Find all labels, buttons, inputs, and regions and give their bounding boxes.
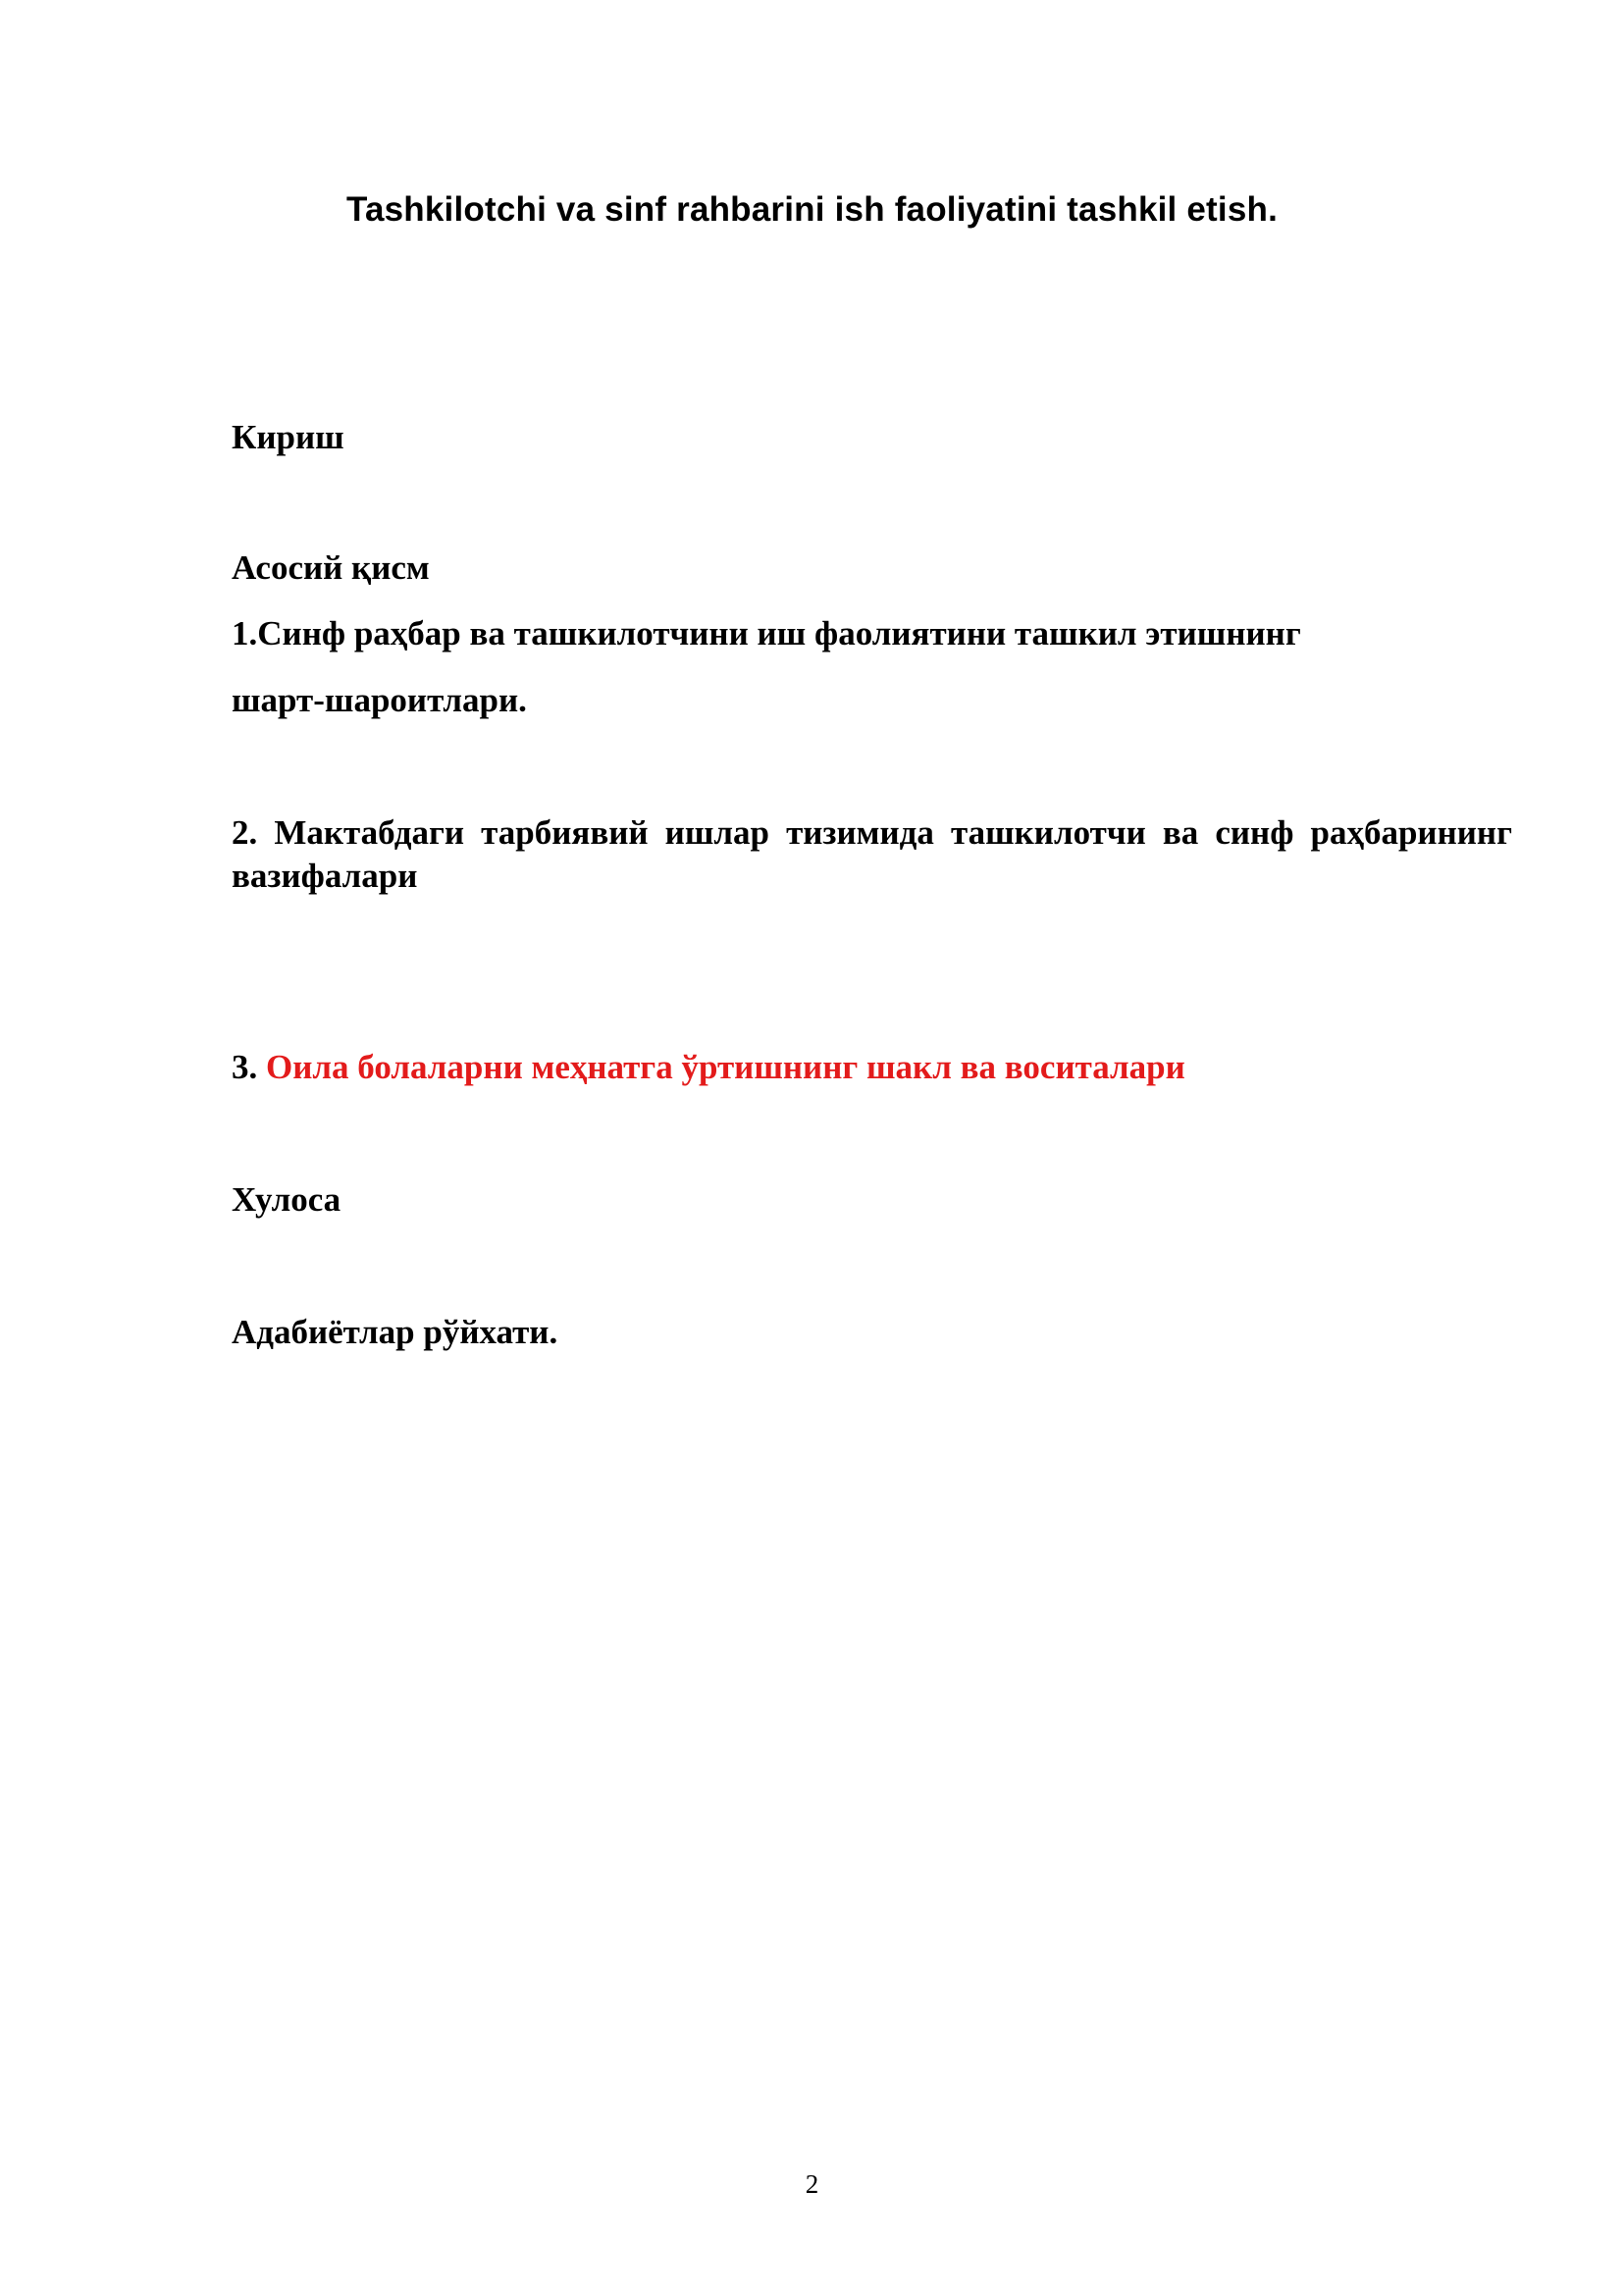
toc-item-3-number: 3. xyxy=(232,1048,266,1086)
page-number: 2 xyxy=(805,2169,819,2199)
toc-item-1-line-2: шарт-шароитлари. xyxy=(232,681,527,719)
toc-item-1-line-1 xyxy=(232,612,1512,655)
toc-item-3 xyxy=(232,1046,1512,1089)
toc-references: Адабиётлар рўйхати. xyxy=(232,1313,558,1351)
toc-item-2: 2. Мактабдаги тарбиявий ишлар тизимида ташкилотчи ва синф раҳбарининг вазифалари xyxy=(232,813,1512,895)
toc-item-3-text: Оила болаларни меҳнатга ўртишнинг шакл ва воситалари xyxy=(266,1048,1185,1086)
toc-intro: Кириш xyxy=(232,418,344,456)
toc-conclusion: Хулоса xyxy=(232,1180,341,1219)
toc-item-1-text: 1.Синф раҳбар ва ташкилотчини иш фаолиятини ташкил этишнинг xyxy=(232,614,1301,652)
document-title: Tashkilotchi va sinf rahbarini ish faoliyatini tashkil etish. xyxy=(345,190,1278,229)
toc-main-part: Асосий қисм xyxy=(232,548,430,587)
